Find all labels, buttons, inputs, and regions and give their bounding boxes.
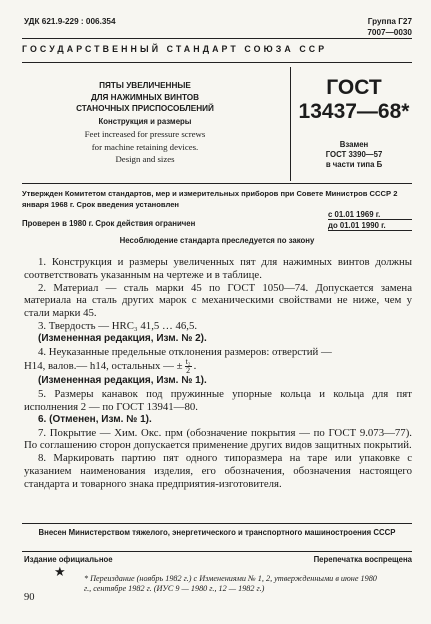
standard-header-line: ГОСУДАРСТВЕННЫЙ СТАНДАРТ СОЮЗА ССР bbox=[22, 44, 328, 54]
replaces-line-3: в части типа Б bbox=[325, 160, 383, 170]
standard-body bbox=[24, 256, 412, 491]
star-icon: ★ bbox=[54, 564, 66, 579]
clause-7: 7. Покрытие — Хим. Окс. прм (обозначение покрытия — по ГОСТ 9.073—77). По соглашению сторон допускается применение других видов защитных покрытий. bbox=[24, 426, 412, 452]
group-label: Группа Г27 bbox=[367, 17, 412, 26]
title-line-3: СТАНОЧНЫХ ПРИСПОСОБЛЕНИЙ bbox=[76, 104, 214, 113]
legal-warning: Несоблюдение стандарта преследуется по закону bbox=[119, 236, 315, 245]
clause-4-tolerances: H14, валов.— h14, остальных — ± bbox=[24, 360, 183, 373]
clause-2: 2. Материал — сталь марки 45 по ГОСТ 1050—74. Допускается замена материала на сталь других марок с механическими свойствами не ниже, чем у стали марки 45. bbox=[24, 281, 412, 320]
title-subtitle: Конструкция и размеры bbox=[98, 116, 192, 126]
clause-8: 8. Маркировать партию пят одного типоразмера на таре или упаковке с указанием наименования изделия, его обозначения, обозначения настоящего стандарта и товарного знака предприятия-изготовителя. bbox=[24, 452, 412, 490]
fraction-numerator: t₂ bbox=[185, 357, 191, 367]
fraction-denominator: 2 bbox=[186, 366, 191, 376]
english-title-1: Feet increased for pressure screws bbox=[84, 129, 206, 139]
udk-code: УДК 621.9-229 : 006.354 bbox=[24, 17, 116, 26]
title-bottom-rule bbox=[22, 183, 412, 184]
clause-6: 6. (Отменен, Изм. № 1). bbox=[38, 413, 152, 425]
replaces-line-2: ГОСТ 3390—57 bbox=[325, 150, 383, 160]
introduced-bottom-rule bbox=[22, 551, 412, 552]
gost-number: 13437—68* bbox=[298, 100, 410, 123]
english-title-3: Design and sizes bbox=[115, 154, 175, 164]
approval-text: Утвержден Комитетом стандартов, мер и измерительных приборов при Совете Министров СССР 2 января 1968 г. Срок введения установлен bbox=[22, 189, 398, 209]
group-block bbox=[340, 16, 412, 38]
clause-3-amendment: (Измененная редакция, Изм. № 2). bbox=[38, 332, 207, 344]
clause-1: 1. Конструкция и размеры увеличенных пят для нажимных винтов должны соответствовать указанным на чертеже и в таблице. bbox=[24, 256, 412, 281]
official-edition: Издание официальное bbox=[24, 555, 113, 564]
checked-text: Проверен в 1980 г. Срок действия ограничен bbox=[22, 219, 196, 228]
start-date-underline bbox=[328, 219, 412, 220]
replaces-block bbox=[296, 140, 412, 171]
tolerance-fraction bbox=[185, 358, 192, 375]
replaces-line-1: Взамен bbox=[339, 140, 369, 149]
clause-5: 5. Размеры канавок под пружинные упорные кольца и кольца для пят исполнения 2 — по ГОСТ 13941—80. bbox=[24, 388, 412, 413]
clause-4-amendment: (Измененная редакция, Изм. № 1). bbox=[38, 375, 207, 387]
title-divider bbox=[290, 67, 291, 181]
title-block bbox=[30, 80, 260, 165]
title-line-1: ПЯТЫ УВЕЛИЧЕННЫЕ bbox=[99, 81, 191, 90]
english-title-2: for machine retaining devices. bbox=[91, 141, 199, 152]
reprint-forbidden: Перепечатка воспрещена bbox=[313, 555, 412, 564]
start-date: с 01.01 1969 г. bbox=[328, 210, 381, 219]
body-bottom-rule bbox=[22, 523, 412, 524]
clause-4-line-2 bbox=[24, 358, 412, 375]
clause-4-line-1: 4. Неуказанные предельные отклонения размеров: отверстий — bbox=[38, 345, 332, 358]
clause-3: 3. Твердость — HRC₃ 41,5 … 46,5. bbox=[38, 319, 198, 332]
end-date-underline bbox=[328, 230, 412, 231]
clause-4-end: . bbox=[193, 360, 197, 373]
end-date: до 01.01 1990 г. bbox=[328, 221, 386, 230]
footnote: * Переиздание (ноябрь 1982 г.) с Изменениями № 1, 2, утвержденными в июне 1980 г., сентябре 1982 г. (ИУС 9 — 1980 г., 12 — 1982 г.) bbox=[84, 574, 377, 593]
top-rule bbox=[22, 38, 412, 39]
gost-label: ГОСТ bbox=[326, 76, 382, 99]
classification-code: 7007—0030 bbox=[367, 28, 412, 37]
gost-number-block bbox=[296, 76, 412, 124]
page-number: 90 bbox=[24, 592, 35, 603]
introduced-by: Внесен Министерством тяжелого, энергетического и транспортного машиностроения СССР bbox=[38, 528, 396, 537]
title-line-2: ДЛЯ НАЖИМНЫХ ВИНТОВ bbox=[90, 92, 200, 102]
header-bottom-rule bbox=[22, 62, 412, 63]
